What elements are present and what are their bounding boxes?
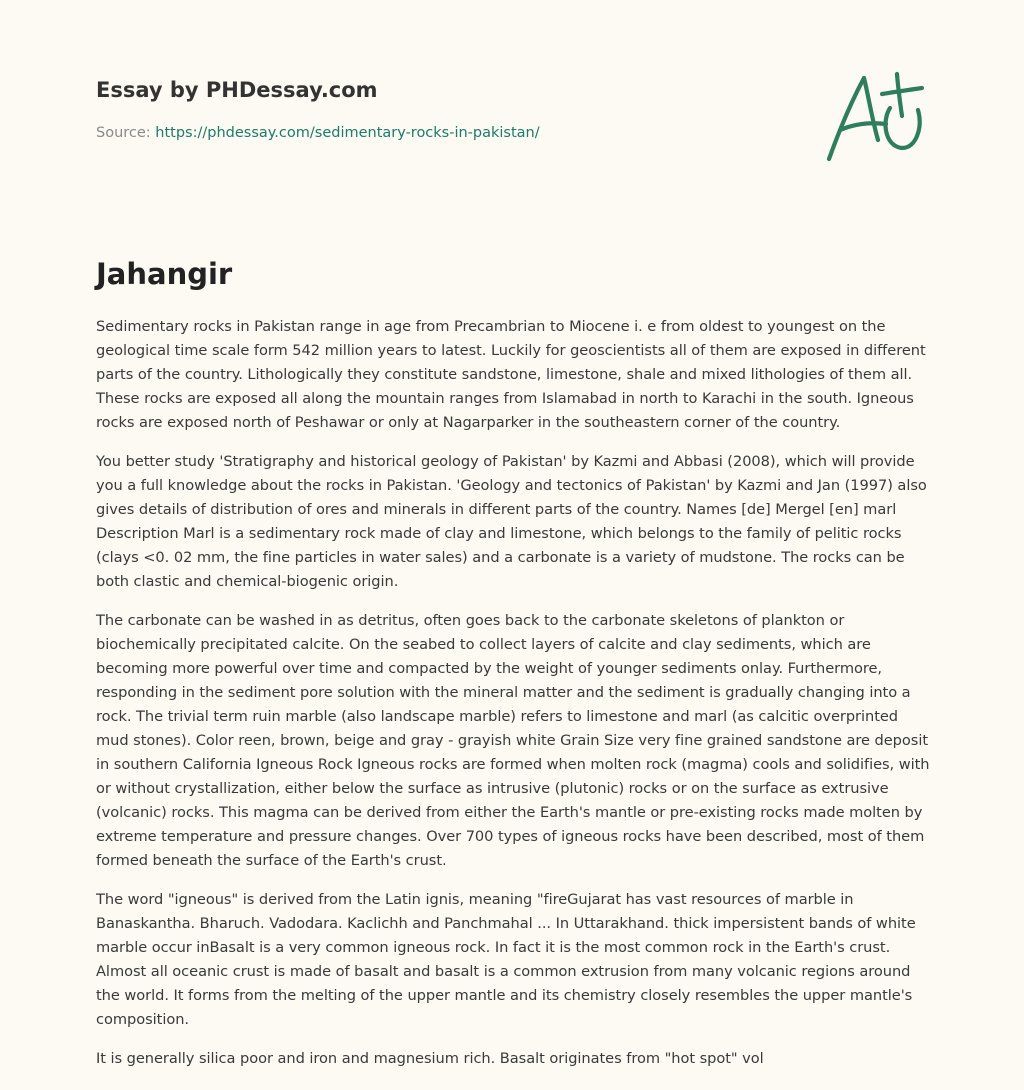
- essay-paragraph: Sedimentary rocks in Pakistan range in age from Precambrian to Miocene i. e from oldest to youngest on the geological time scale form 542 million years to latest. Luckily for geoscientists all of them are exposed in different parts of the country. Lithologically they constitute sandstone, limestone, shale and mixed lithologies of them all. These rocks are exposed all along the mountain ranges from Islamabad in north to Karachi in the south. Igneous rocks are exposed north of Peshawar or only at Nagarparker in the southeastern corner of the country.: [96, 318, 926, 431]
- brand-name: Essay by PHDessay.com: [96, 78, 378, 102]
- essay-paragraph: It is generally silica poor and iron and magnesium rich. Basalt originates from "hot spot" vol: [96, 1050, 764, 1067]
- a-plus-logo-icon: [820, 64, 930, 168]
- site-header: [96, 76, 378, 104]
- source-link[interactable]: https://phdessay.com/sedimentary-rocks-in-pakistan/: [155, 125, 540, 141]
- essay-body: [96, 315, 930, 1086]
- essay-paragraph: The carbonate can be washed in as detritus, often goes back to the carbonate skeletons of plankton or biochemically precipitated calcite. On the seabed to collect layers of calcite and clay sediments, which are becoming more powerful over time and compacted by the weight of younger sediments onlay. Furthermore, responding in the sediment pore solution with the mineral matter and the sediment is gradually changing into a rock. The trivial term ruin marble (also landscape marble) refers to limestone and marl (as calcitic overprinted mud stones). Color reen, brown, beige and gray - grayish white Grain Size very fine grained sandstone are deposit in southern California Igneous Rock Igneous rocks are formed when molten rock (magma) cools and solidifies, with or without crystallization, either below the surface as intrusive (plutonic) rocks or on the surface as extrusive (volcanic) rocks. This magma can be derived from either the Earth's mantle or pre-existing rocks made molten by extreme temperature and pressure changes. Over 700 types of igneous rocks have been described, most of them formed beneath the surface of the Earth's crust.: [96, 612, 930, 869]
- source-line: [96, 123, 540, 143]
- essay-paragraph: The word "igneous" is derived from the Latin ignis, meaning "fireGujarat has vast resources of marble in Banaskantha. Bharuch. Vadodara. Kaclichh and Panchmahal ... In Uttarakhand. thick impersistent bands of white marble occur inBasalt is a very common igneous rock. In fact it is the most common rock in the Earth's crust. Almost all oceanic crust is made of basalt and basalt is a common extrusion from many volcanic regions around the world. It forms from the melting of the upper mantle and its chemistry closely resembles the upper mantle's composition.: [96, 891, 916, 1028]
- source-label: Source:: [96, 125, 156, 141]
- page-title: Jahangir: [96, 257, 233, 291]
- essay-paragraph: You better study 'Stratigraphy and historical geology of Pakistan' by Kazmi and Abbasi (2008), which will provide you a full knowledge about the rocks in Pakistan. 'Geology and tectonics of Pakistan' by Kazmi and Jan (1997) also gives details of distribution of ores and minerals in different parts of the country. Names [de] Mergel [en] marl Description Marl is a sedimentary rock made of clay and limestone, which belongs to the family of pelitic rocks (clays <0. 02 mm, the fine particles in water sales) and a carbonate is a variety of mudstone. The rocks can be both clastic and chemical-biogenic origin.: [96, 453, 927, 590]
